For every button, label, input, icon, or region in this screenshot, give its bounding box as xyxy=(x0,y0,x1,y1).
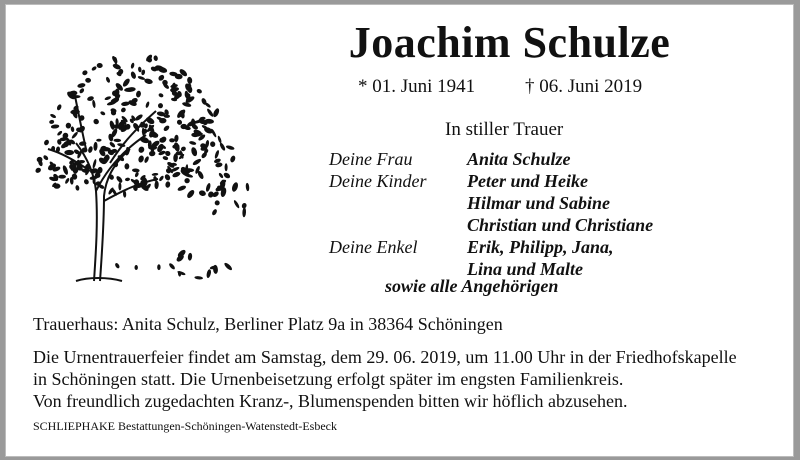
mourner-name: Erik, Philipp, Jana, xyxy=(467,237,614,257)
mourner-name: Anita Schulze xyxy=(467,149,571,169)
death-date: † 06. Juni 2019 xyxy=(525,76,643,97)
obituary-notice xyxy=(5,4,794,457)
relation-label: Deine Enkel xyxy=(329,237,418,257)
service-information xyxy=(33,346,788,412)
birth-date: * 01. Juni 1941 xyxy=(358,76,476,97)
funeral-home-footer: SCHLIEPHAKE Bestattungen-Schöningen-Watenstedt-Esbeck xyxy=(33,419,337,433)
mourning-intro: In stiller Trauer xyxy=(445,119,564,140)
closing-line: sowie alle Angehörigen xyxy=(385,276,559,296)
tree-icon xyxy=(26,31,266,295)
mourner-name: Lina und Malte xyxy=(467,259,584,279)
deceased-name: Joachim Schulze xyxy=(348,18,671,67)
body-line: Die Urnentrauerfeier findet am Samstag, dem 29. 06. 2019, um 11.00 Uhr in der Friedhofskapelle xyxy=(33,347,737,367)
relation-label: Deine Frau xyxy=(329,149,413,169)
mourner-name: Peter und Heike xyxy=(467,171,588,191)
mourner-name: Christian und Christiane xyxy=(467,215,654,235)
body-line: Von freundlich zugedachten Kranz-, Blumenspenden bitten wir höflich abzusehen. xyxy=(33,391,628,411)
body-line: in Schöningen statt. Die Urnenbeisetzung erfolgt später im engsten Familienkreis. xyxy=(33,369,624,389)
mourner-name: Hilmar und Sabine xyxy=(467,193,611,213)
trauerhaus-address: Trauerhaus: Anita Schulz, Berliner Platz 9a in 38364 Schöningen xyxy=(33,314,503,334)
relation-label: Deine Kinder xyxy=(329,171,427,191)
